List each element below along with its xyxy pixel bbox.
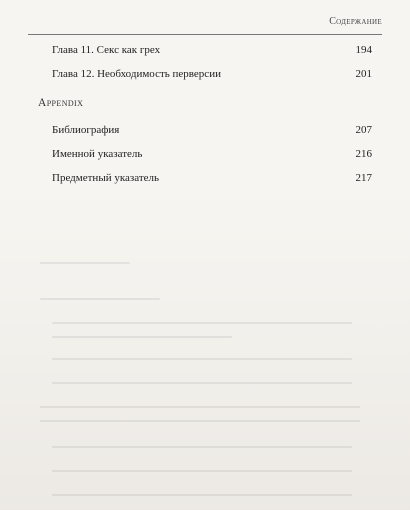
toc-entry-page: 201 <box>355 68 372 80</box>
show-through-line <box>40 298 160 300</box>
show-through-line <box>52 470 352 472</box>
toc-entry-page: 194 <box>355 44 372 56</box>
appendix-title: Appendix <box>38 97 84 109</box>
toc-entry-label: Предметный указатель <box>52 172 160 184</box>
toc-entry-label: Глава 12. Необходимость перверсии <box>52 68 221 80</box>
show-through-line <box>40 420 360 422</box>
toc-entry-bibliography[interactable] <box>52 124 372 136</box>
toc-entry-page: 216 <box>355 148 372 160</box>
show-through-line <box>52 494 352 496</box>
header-rule <box>28 34 382 35</box>
show-through-line <box>52 322 352 324</box>
show-through-line <box>52 358 352 360</box>
toc-entry-subject-index[interactable] <box>52 172 372 184</box>
show-through-line <box>52 446 352 448</box>
toc-entry-label: Именной указатель <box>52 148 143 160</box>
show-through-line <box>52 382 352 384</box>
toc-entry-label: Глава 11. Секс как грех <box>52 44 161 56</box>
show-through-area <box>0 190 410 510</box>
toc-entry-page: 207 <box>355 124 372 136</box>
show-through-line <box>52 336 232 338</box>
toc-entry-page: 217 <box>355 172 372 184</box>
toc-entry-label: Библиография <box>52 124 120 136</box>
running-header: Содержание <box>329 16 382 27</box>
toc-entry-chapter-12[interactable] <box>52 68 372 80</box>
show-through-line <box>40 262 130 264</box>
toc-entry-name-index[interactable] <box>52 148 372 160</box>
show-through-line <box>40 406 360 408</box>
toc-entry-chapter-11[interactable] <box>52 44 372 56</box>
